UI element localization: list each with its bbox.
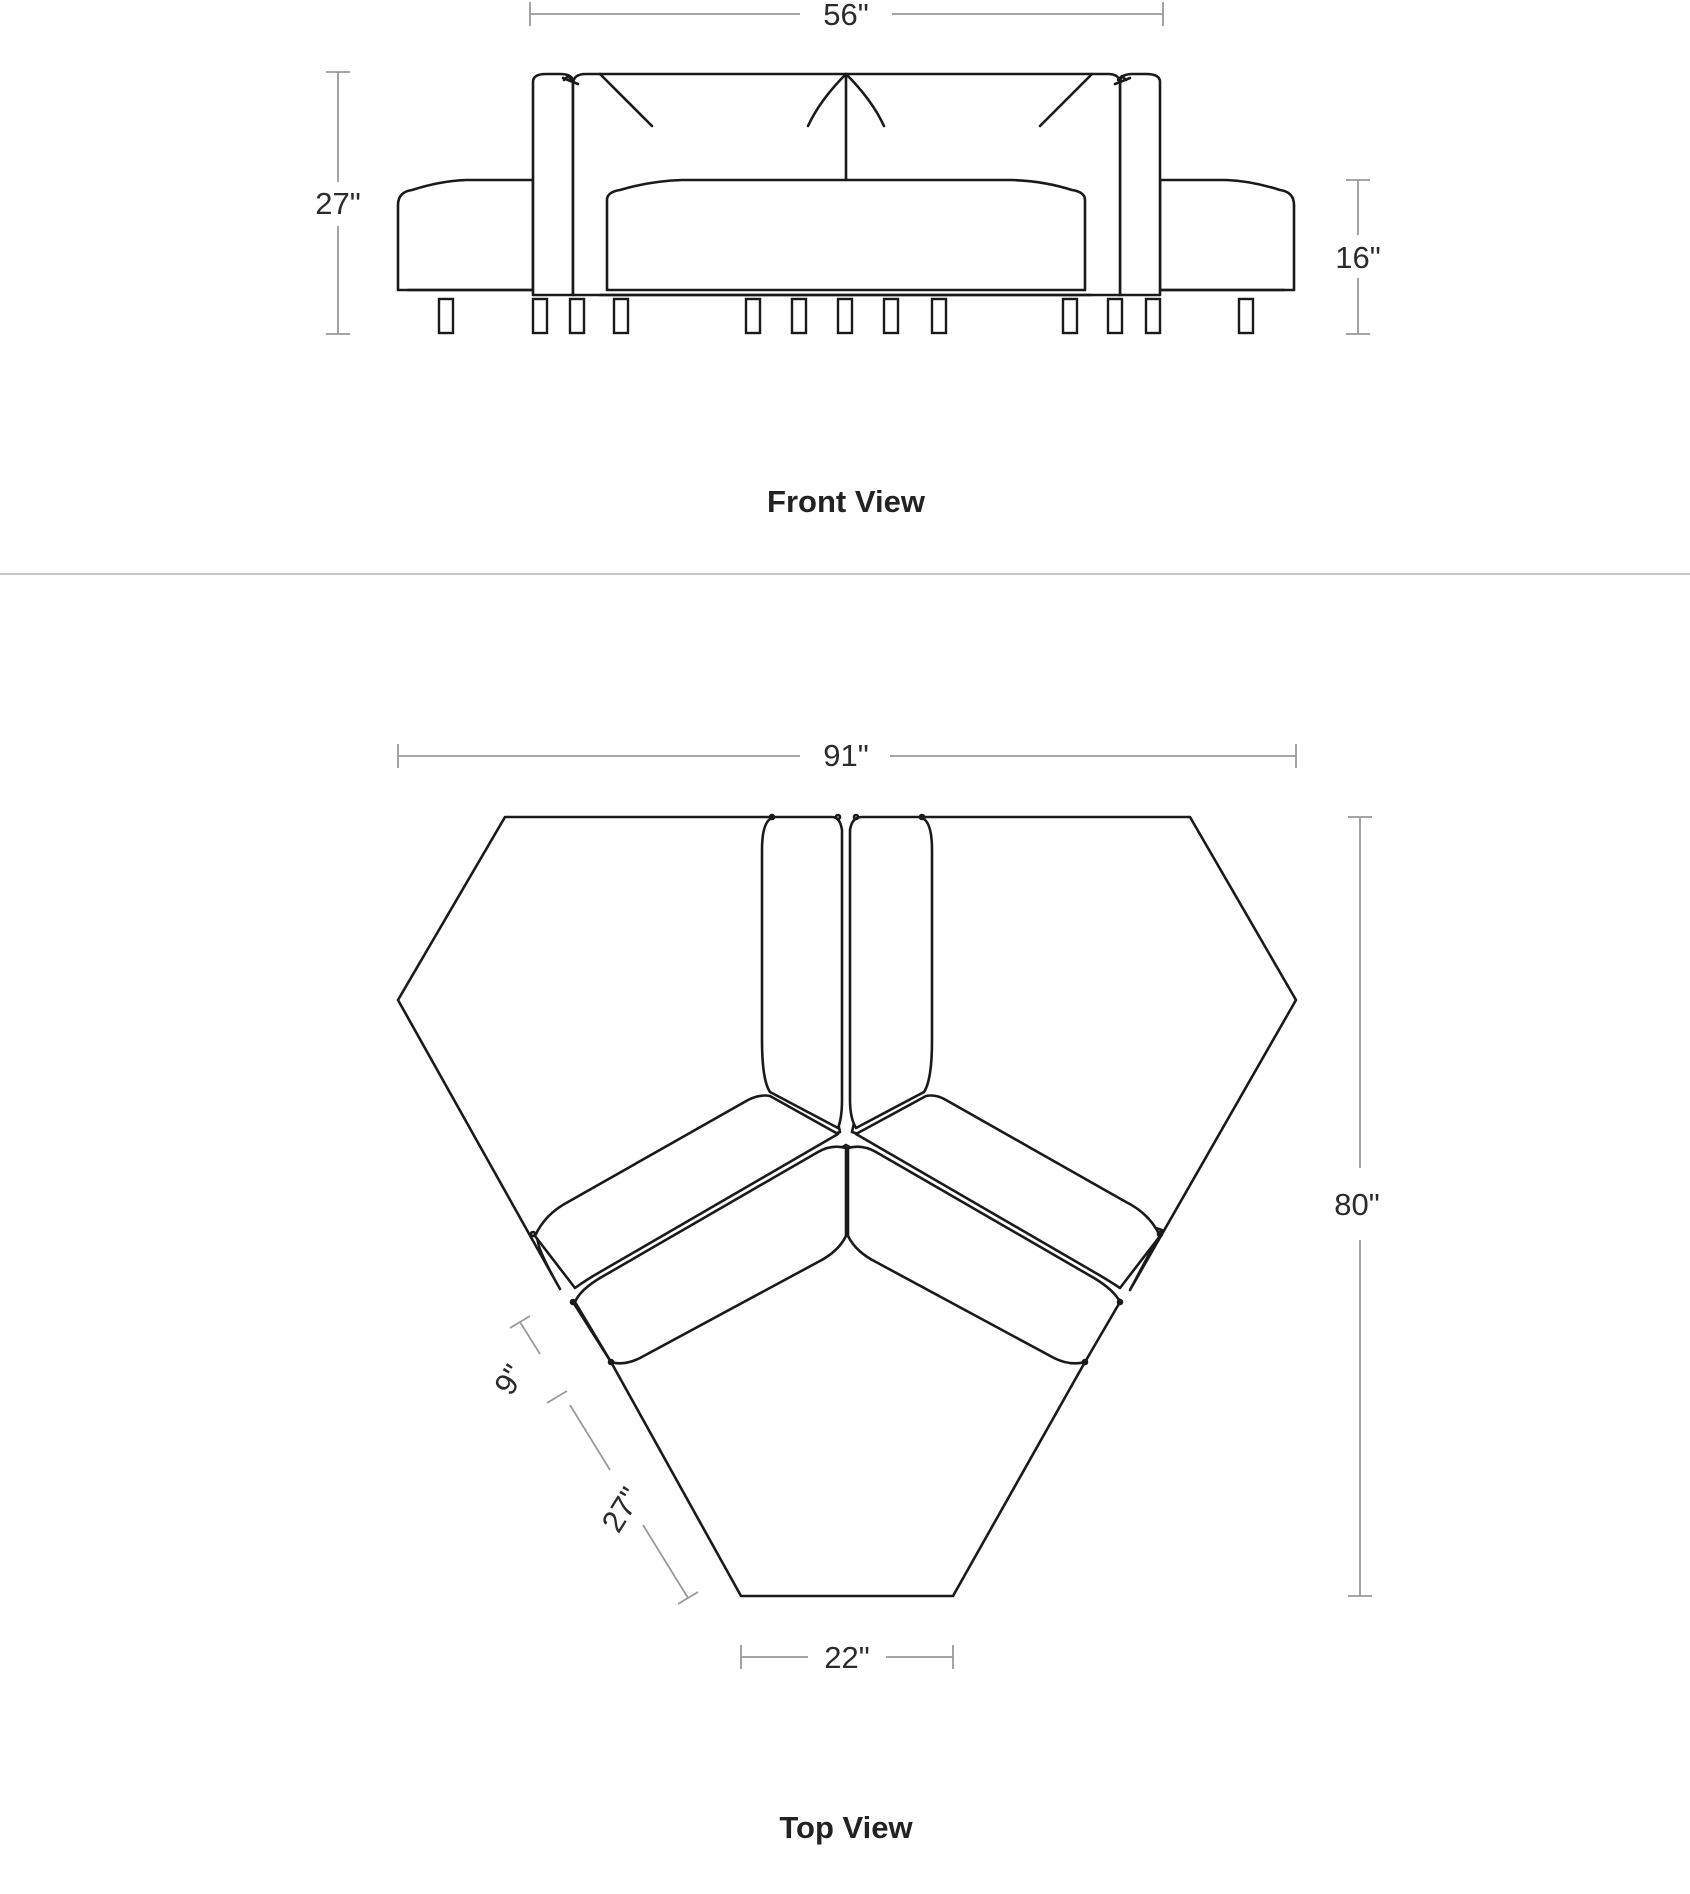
leg (932, 299, 946, 333)
front-center-seat (607, 180, 1085, 290)
front-width-bottom-dimension (741, 1640, 953, 1675)
top-depth-dimension (1334, 817, 1380, 1596)
seat-height-label: 16" (1335, 240, 1381, 275)
front-left-seat (398, 180, 533, 290)
leg (614, 299, 628, 333)
leg (533, 299, 547, 333)
front-width-dimension (530, 0, 1163, 32)
leg (792, 299, 806, 333)
front-view-caption: Front View (767, 484, 925, 519)
leg (1063, 299, 1077, 333)
leg (439, 299, 453, 333)
front-height-dimension (315, 72, 361, 334)
top-depth-label: 80" (1334, 1187, 1380, 1222)
front-view (315, 0, 1381, 519)
leg (1146, 299, 1160, 333)
front-legs (439, 299, 1253, 333)
leg (746, 299, 760, 333)
leg (838, 299, 852, 333)
arm-depth-label: 9" (487, 1358, 532, 1401)
front-width-bottom-label: 22" (824, 1640, 870, 1675)
front-width-label: 56" (823, 0, 869, 32)
top-view-caption: Top View (779, 1810, 913, 1845)
front-left-arm (533, 74, 573, 295)
top-width-label: 91" (823, 738, 869, 773)
leg (1239, 299, 1253, 333)
leg (570, 299, 584, 333)
seat-depth-label: 27" (594, 1481, 649, 1539)
front-right-seat (1160, 180, 1294, 290)
seat-height-dimension (1335, 180, 1381, 334)
front-height-label: 27" (315, 186, 361, 221)
leg (1108, 299, 1122, 333)
left-back-cushion (762, 817, 842, 1128)
top-width-dimension (398, 738, 1296, 773)
leg (884, 299, 898, 333)
top-view (398, 738, 1380, 1845)
right-back-cushion (850, 817, 932, 1128)
front-right-arm (1120, 74, 1160, 295)
